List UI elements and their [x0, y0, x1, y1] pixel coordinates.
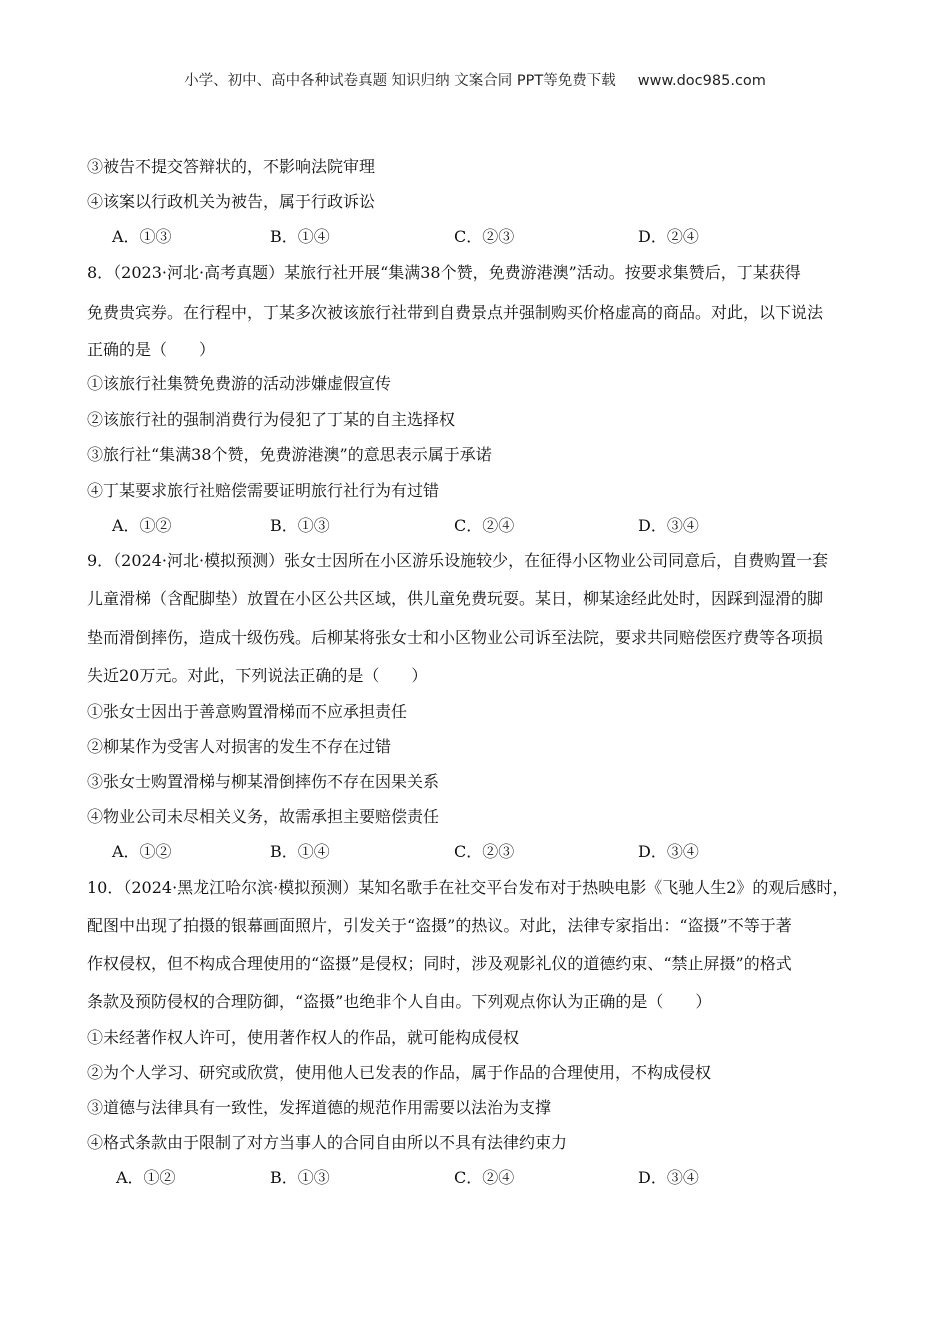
- page-header: [0, 69, 950, 90]
- q7-option-b[interactable]: B．①④: [270, 227, 330, 246]
- q10-stem-line-4: 条款及预防侵权的合理防御，“盗摄”也绝非个人自由。下列观点你认为正确的是（ ）: [87, 992, 712, 1011]
- q9-option-b[interactable]: B．①④: [270, 842, 330, 861]
- q9-option-a[interactable]: A．①②: [112, 842, 172, 861]
- q7-statement-4: ④该案以行政机关为被告，属于行政诉讼: [87, 192, 376, 211]
- q7-option-d[interactable]: D．②④: [638, 227, 699, 246]
- q9-option-c[interactable]: C．②③: [454, 842, 515, 861]
- q10-option-d[interactable]: D．③④: [638, 1168, 699, 1187]
- q10-stem-line-3: 作权侵权，但不构成合理使用的“盗摄”是侵权；同时，涉及观影礼仪的道德约束、“禁止屏摄”的格式: [87, 954, 792, 973]
- q8-option-b[interactable]: B．①③: [270, 516, 330, 535]
- q8-statement-2: ②该旅行社的强制消费行为侵犯了丁某的自主选择权: [87, 410, 456, 429]
- q9-statement-4: ④物业公司未尽相关义务，故需承担主要赔偿责任: [87, 807, 440, 826]
- q8-stem-line-3: 正确的是（ ）: [87, 340, 216, 359]
- header-url[interactable]: www.doc985.com: [637, 73, 766, 89]
- q9-stem-line-1: 9．（2024·河北·模拟预测）张女士因所在小区游乐设施较少，在征得小区物业公司同意后，自费购置一套: [87, 551, 829, 570]
- q8-option-c[interactable]: C．②④: [454, 516, 515, 535]
- header-text: 小学、初中、高中各种试卷真题 知识归纳 文案合同 PPT等免费下载: [184, 73, 616, 89]
- q10-stem-line-2: 配图中出现了拍摄的银幕画面照片，引发关于“盗摄”的热议。对此，法律专家指出：“盗摄”不等于著: [87, 916, 792, 935]
- q10-statement-3: ③道德与法律具有一致性，发挥道德的规范作用需要以法治为支撑: [87, 1098, 552, 1117]
- q9-stem-line-2: 儿童滑梯（含配脚垫）放置在小区公共区域，供儿童免费玩耍。某日，柳某途经此处时，因踩到湿滑的脚: [87, 589, 824, 608]
- q10-option-a[interactable]: A．①②: [116, 1168, 176, 1187]
- q8-option-a[interactable]: A．①②: [112, 516, 172, 535]
- q9-statement-1: ①张女士因出于善意购置滑梯而不应承担责任: [87, 702, 408, 721]
- q10-statement-1: ①未经著作权人许可，使用著作权人的作品，就可能构成侵权: [87, 1028, 520, 1047]
- q7-statement-3: ③被告不提交答辩状的，不影响法院审理: [87, 157, 376, 176]
- q10-option-b[interactable]: B．①③: [270, 1168, 330, 1187]
- q8-statement-1: ①该旅行社集赞免费游的活动涉嫌虚假宣传: [87, 374, 392, 393]
- q8-statement-3: ③旅行社“集满38个赞，免费游港澳”的意思表示属于承诺: [87, 445, 492, 464]
- q8-stem-line-1: 8．（2023·河北·高考真题）某旅行社开展“集满38个赞，免费游港澳”活动。按要求集赞后，丁某获得: [87, 263, 801, 282]
- q9-option-d[interactable]: D．③④: [638, 842, 699, 861]
- q10-stem-line-1: 10．（2024·黑龙江哈尔滨·模拟预测）某知名歌手在社交平台发布对于热映电影《飞驰人生2》的观后感时，: [87, 878, 849, 897]
- q8-option-d[interactable]: D．③④: [638, 516, 699, 535]
- q7-option-c[interactable]: C．②③: [454, 227, 515, 246]
- q9-stem-line-4: 失近20万元。对此，下列说法正确的是（ ）: [87, 666, 428, 685]
- q8-stem-line-2: 免费贵宾券。在行程中，丁某多次被该旅行社带到自费景点并强制购买价格虚高的商品。对此，以下说法: [87, 303, 824, 322]
- q10-option-c[interactable]: C．②④: [454, 1168, 515, 1187]
- q10-statement-2: ②为个人学习、研究或欣赏，使用他人已发表的作品，属于作品的合理使用，不构成侵权: [87, 1063, 712, 1082]
- q10-statement-4: ④格式条款由于限制了对方当事人的合同自由所以不具有法律约束力: [87, 1133, 568, 1152]
- q9-statement-2: ②柳某作为受害人对损害的发生不存在过错: [87, 737, 392, 756]
- q9-statement-3: ③张女士购置滑梯与柳某滑倒摔伤不存在因果关系: [87, 772, 440, 791]
- q8-statement-4: ④丁某要求旅行社赔偿需要证明旅行社行为有过错: [87, 481, 440, 500]
- q9-stem-line-3: 垫而滑倒摔伤，造成十级伤残。后柳某将张女士和小区物业公司诉至法院，要求共同赔偿医疗费等各项损: [87, 628, 824, 647]
- q7-option-a[interactable]: A．①③: [112, 227, 172, 246]
